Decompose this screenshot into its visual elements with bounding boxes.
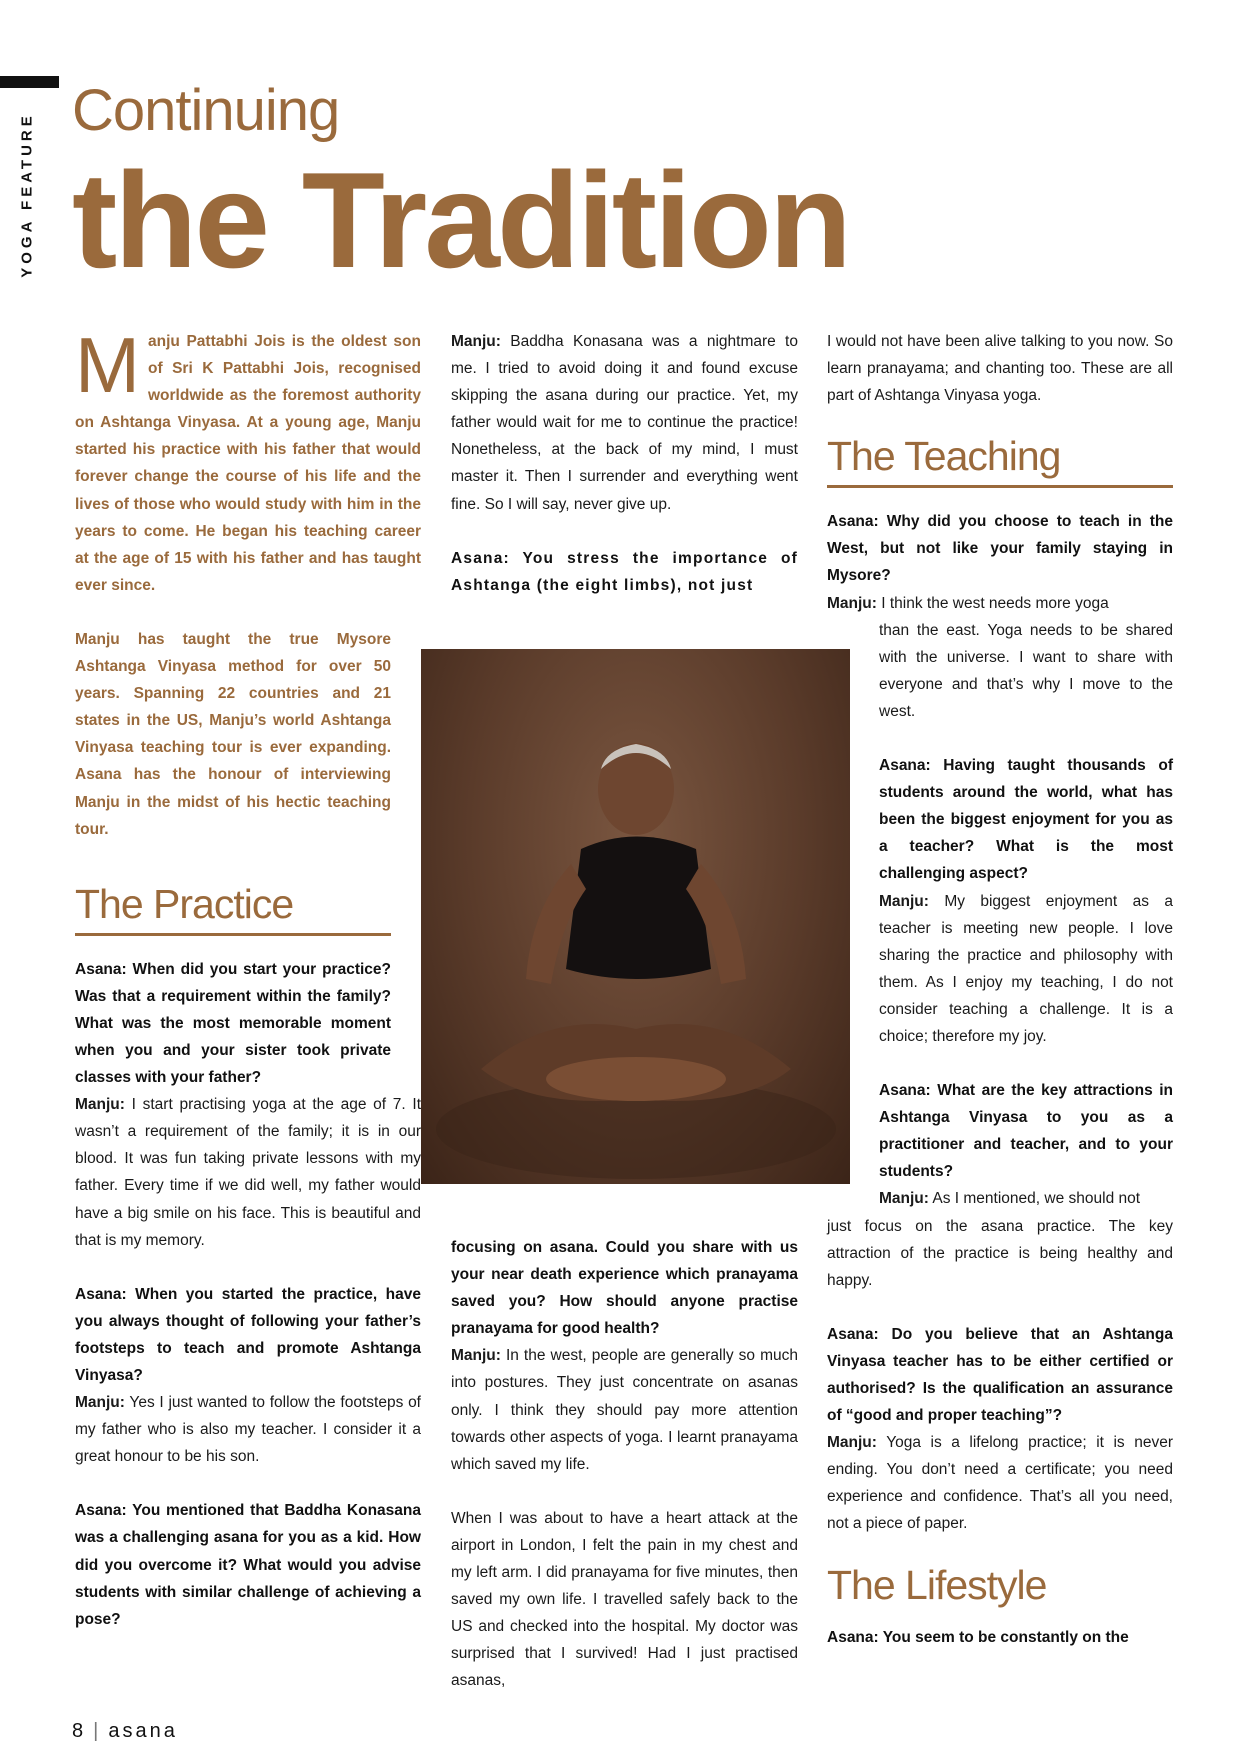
title-line-2: the Tradition bbox=[72, 144, 849, 296]
question-9: Asana: You seem to be constantly on the bbox=[827, 1628, 1129, 1646]
question-5: Asana: Why did you choose to teach in the West, but not like your family staying in Mysore? bbox=[827, 513, 1173, 585]
question-7: Asana: What are the key attractions in Ashtanga Vinyasa to you as a practitioner and teacher, and to your students? bbox=[879, 1082, 1173, 1181]
section-tag bbox=[12, 110, 42, 280]
drop-cap: M bbox=[75, 321, 140, 409]
answer-7-continued: just focus on the asana practice. The key attraction of the practice is being healthy and happy. bbox=[827, 1217, 1173, 1289]
top-accent-bar bbox=[0, 76, 59, 88]
portrait-photo bbox=[421, 649, 850, 1184]
answer-5-continued: than the east. Yoga needs to be shared with the universe. I want to share with everyone and that’s why I move to the west. bbox=[879, 621, 1173, 720]
answer-4: Manju: In the west, people are generally so much into postures. They just concentrate on asanas only. I think they should pay more attention towards other aspects of yoga. I learnt pranayama which saved my life. bbox=[451, 1347, 798, 1473]
question-3: Asana: You mentioned that Baddha Konasana was a challenging asana for you as a kid. How did you overcome it? What would you advise students with similar challenge of achieving a pose? bbox=[75, 1502, 421, 1628]
answer-4-continued: When I was about to have a heart attack at the airport in London, I felt the pain in my chest and my left arm. I did pranayama for five minutes, then saved my own life. I travelled safely back to the US and checked into the hospital. My doctor was surprised that I survived! Had I just practised asanas, bbox=[451, 1509, 798, 1690]
heading-the-lifestyle: The Lifestyle bbox=[827, 1561, 1047, 1608]
answer-5: Manju: I think the west needs more yoga bbox=[827, 594, 1109, 612]
answer-2: Manju: Yes I just wanted to follow the footsteps of my father who is also my teacher. I consider it a great honour to be his son. bbox=[75, 1394, 421, 1466]
answer-7: Manju: As I mentioned, we should not bbox=[879, 1190, 1141, 1208]
question-6: Asana: Having taught thousands of students around the world, what has been the biggest enjoyment for you as a teacher? What is the most challenging aspect? bbox=[879, 757, 1173, 883]
question-1: Asana: When did you start your practice? Was that a requirement within the family? What was the most memorable moment when you and your sister took private classes with your father? bbox=[75, 960, 391, 1087]
answer-8: Manju: Yoga is a lifelong practice; it is never ending. You don’t need a certificate; you need experience and confidence. That’s all you need, not a piece of paper. bbox=[827, 1434, 1173, 1533]
question-8: Asana: Do you believe that an Ashtanga Vinyasa teacher has to be either certified or authorised? Is the qualification an assurance of “good and proper teaching”? bbox=[827, 1325, 1173, 1425]
page-footer bbox=[72, 1720, 178, 1743]
column-2-top bbox=[451, 328, 798, 599]
question-4-start: Asana: You stress the importance of Ashtanga (the eight limbs), not just bbox=[451, 549, 798, 594]
magazine-brand: asana bbox=[108, 1720, 178, 1742]
answer-4-end: I would not have been alive talking to you now. So learn pranayama; and chanting too. These are all part of Ashtanga Vinyasa yoga. bbox=[827, 333, 1173, 405]
answer-3: Manju: Baddha Konasana was a nightmare to me. I tried to avoid doing it and found excuse skipping the asana during our practice. Yet, my father would wait for me to continue the practice! Nonetheless, at the back of my mind, I must master it. Then I surrender and everything went fine. So I will say, never give up. bbox=[451, 333, 798, 513]
column-2-bottom bbox=[451, 1234, 798, 1695]
section-tag-label: YOGA FEATURE bbox=[18, 112, 36, 278]
seated-yoga-teacher-image bbox=[421, 649, 850, 1184]
answer-6: Manju: My biggest enjoyment as a teacher is meeting new people. I love sharing the practice and philosophy with them. As I enjoy my teaching, I do not consider teaching a challenge. It is a choice; therefore my joy. bbox=[879, 892, 1173, 1045]
intro-paragraph-2: Manju has taught the true Mysore Ashtanga Vinyasa method for over 50 years. Spanning 22 countries and 21 states in the US, Manju’s world Ashtanga Vinyasa teaching tour is ever expanding. Asana has the honour of interviewing Manju in the midst of his hectic teaching tour. bbox=[75, 630, 391, 838]
title-line-1: Continuing bbox=[72, 78, 340, 143]
heading-the-practice: The Practice bbox=[75, 880, 294, 927]
column-1 bbox=[75, 321, 421, 1633]
column-3 bbox=[827, 328, 1173, 1651]
answer-1: Manju: I start practising yoga at the age of 7. It wasn’t a requirement of the family; it is in our blood. It was fun taking private lessons with my father. Every time if we did well, my father would have a big smile on his face. This is beautiful and that is my memory. bbox=[75, 1096, 421, 1249]
page-number: 8 bbox=[72, 1720, 84, 1742]
question-4-end: focusing on asana. Could you share with us your near death experience which pranayama saved you? How should anyone practise pranayama for good health? bbox=[451, 1239, 798, 1338]
question-2: Asana: When you started the practice, have you always thought of following your father’s footsteps to teach and promote Ashtanga Vinyasa? bbox=[75, 1285, 421, 1384]
heading-the-teaching: The Teaching bbox=[827, 433, 1061, 480]
intro-paragraph-1: Manju Pattabhi Jois is the oldest son of Sri K Pattabhi Jois, recognised worldwide as the foremost authority on Ashtanga Vinyasa. At a young age, Manju started his practice with his father that would forever change the course of his life and the lives of those who would study with him in the years to come. He began his teaching career at the age of 15 with his father and has taught ever since. bbox=[75, 321, 421, 594]
footer-separator: | bbox=[93, 1720, 99, 1742]
